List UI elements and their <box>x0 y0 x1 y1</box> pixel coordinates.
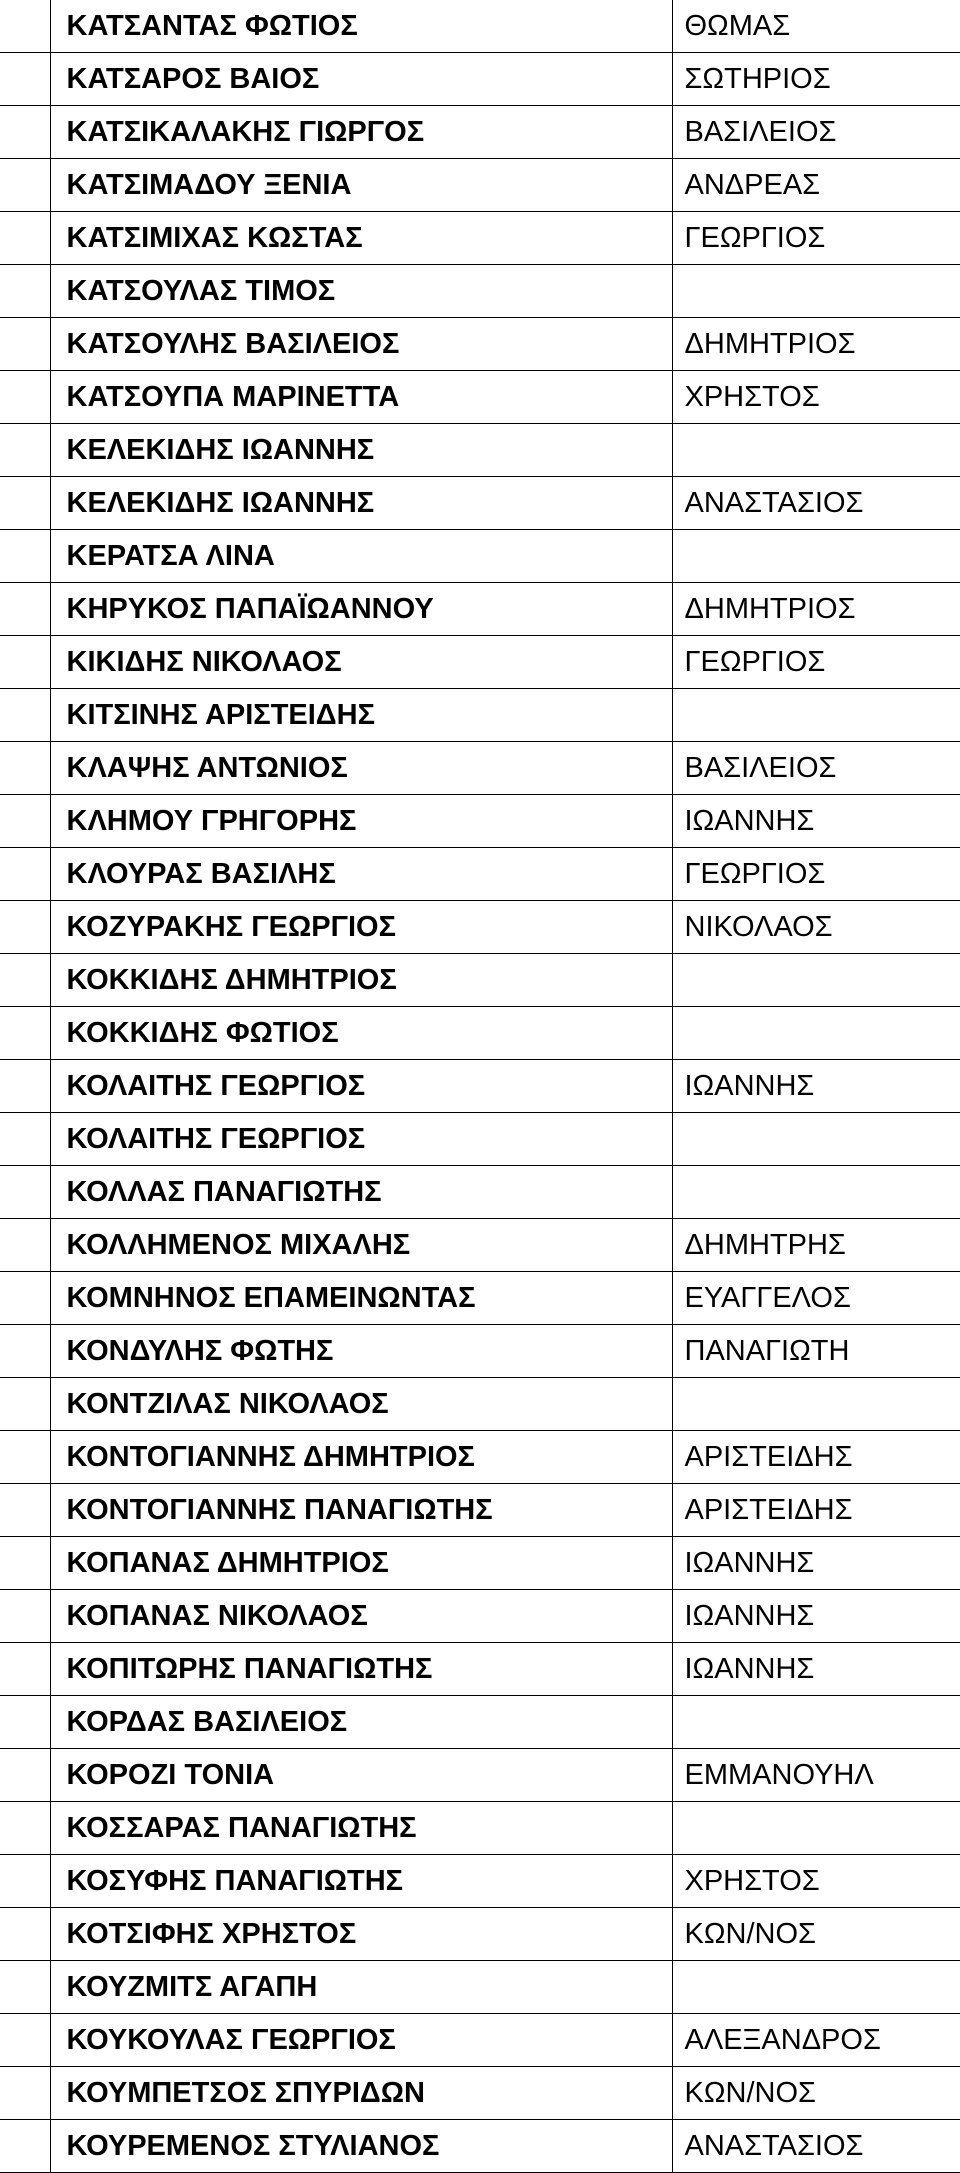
surname-name-cell: ΚΑΤΣΙΜΑΔΟΥ ΞΕΝΙΑ <box>50 159 672 212</box>
table-row <box>0 1378 960 1431</box>
row-index-cell <box>0 1908 50 1961</box>
surname-name-cell: ΚΟΛΛΗΜΕΝΟΣ ΜΙΧΑΛΗΣ <box>50 1219 672 1272</box>
table-row <box>0 795 960 848</box>
surname-name-cell: ΚΟΥΖΜΙΤΣ ΑΓΑΠΗ <box>50 1961 672 2014</box>
row-index-cell <box>0 265 50 318</box>
table-row <box>0 1537 960 1590</box>
surname-name-cell: ΚΟΛΑΙΤΗΣ ΓΕΩΡΓΙΟΣ <box>50 1060 672 1113</box>
surname-name-cell: ΚΑΤΣΑΡΟΣ ΒΑΙΟΣ <box>50 53 672 106</box>
surname-name-cell: ΚΑΤΣΙΜΙΧΑΣ ΚΩΣΤΑΣ <box>50 212 672 265</box>
father-name-cell <box>672 424 960 477</box>
row-index-cell <box>0 106 50 159</box>
father-name-cell <box>672 954 960 1007</box>
father-name-cell: ΔΗΜΗΤΡΙΟΣ <box>672 318 960 371</box>
row-index-cell <box>0 1166 50 1219</box>
father-name-cell <box>672 689 960 742</box>
surname-name-cell: ΚΟΡΟΖΙ ΤΟΝΙΑ <box>50 1749 672 1802</box>
table-row <box>0 1961 960 2014</box>
surname-name-cell: ΚΛΟΥΡΑΣ ΒΑΣΙΛΗΣ <box>50 848 672 901</box>
table-row <box>0 1219 960 1272</box>
father-name-cell <box>672 1378 960 1431</box>
surname-name-cell: ΚΗΡΥΚΟΣ ΠΑΠΑΪΩΑΝΝΟΥ <box>50 583 672 636</box>
row-index-cell <box>0 1060 50 1113</box>
father-name-cell: ΘΩΜΑΣ <box>672 0 960 53</box>
father-name-cell: ΑΝΔΡΕΑΣ <box>672 159 960 212</box>
row-index-cell <box>0 795 50 848</box>
table-row <box>0 848 960 901</box>
row-index-cell <box>0 1749 50 1802</box>
father-name-cell: ΒΑΣΙΛΕΙΟΣ <box>672 742 960 795</box>
row-index-cell <box>0 477 50 530</box>
father-name-cell: ΙΩΑΝΝΗΣ <box>672 1060 960 1113</box>
row-index-cell <box>0 954 50 1007</box>
surname-name-cell: ΚΑΤΣΟΥΛΑΣ ΤΙΜΟΣ <box>50 265 672 318</box>
table-row <box>0 1855 960 1908</box>
father-name-cell <box>672 530 960 583</box>
row-index-cell <box>0 0 50 53</box>
row-index-cell <box>0 1219 50 1272</box>
father-name-cell: ΑΝΑΣΤΑΣΙΟΣ <box>672 477 960 530</box>
row-index-cell <box>0 848 50 901</box>
surname-name-cell: ΚΟΡΔΑΣ ΒΑΣΙΛΕΙΟΣ <box>50 1696 672 1749</box>
father-name-cell <box>672 1113 960 1166</box>
surname-name-cell: ΚΟΣΥΦΗΣ ΠΑΝΑΓΙΩΤΗΣ <box>50 1855 672 1908</box>
table-row <box>0 159 960 212</box>
table-row <box>0 2067 960 2120</box>
father-name-cell: ΙΩΑΝΝΗΣ <box>672 1590 960 1643</box>
table-row <box>0 1325 960 1378</box>
surname-name-cell: ΚΟΤΣΙΦΗΣ ΧΡΗΣΤΟΣ <box>50 1908 672 1961</box>
surname-name-cell: ΚΟΠΑΝΑΣ ΝΙΚΟΛΑΟΣ <box>50 1590 672 1643</box>
row-index-cell <box>0 636 50 689</box>
surname-name-cell: ΚΑΤΣΙΚΑΛΑΚΗΣ ΓΙΩΡΓΟΣ <box>50 106 672 159</box>
table-row <box>0 1696 960 1749</box>
table-row <box>0 477 960 530</box>
surname-name-cell: ΚΟΝΔΥΛΗΣ ΦΩΤΗΣ <box>50 1325 672 1378</box>
father-name-cell <box>672 1802 960 1855</box>
father-name-cell: ΑΝΑΣΤΑΣΙΟΣ <box>672 2120 960 2173</box>
surname-name-cell: ΚΟΛΛΑΣ ΠΑΝΑΓΙΩΤΗΣ <box>50 1166 672 1219</box>
table-row <box>0 1166 960 1219</box>
table-row <box>0 1272 960 1325</box>
table-row <box>0 1749 960 1802</box>
father-name-cell <box>672 265 960 318</box>
father-name-cell: ΧΡΗΣΤΟΣ <box>672 371 960 424</box>
row-index-cell <box>0 901 50 954</box>
table-row <box>0 1590 960 1643</box>
father-name-cell: ΕΥΑΓΓΕΛΟΣ <box>672 1272 960 1325</box>
row-index-cell <box>0 1325 50 1378</box>
row-index-cell <box>0 1378 50 1431</box>
row-index-cell <box>0 1272 50 1325</box>
surname-name-cell: ΚΟΝΤΟΓΙΑΝΝΗΣ ΠΑΝΑΓΙΩΤΗΣ <box>50 1484 672 1537</box>
surname-name-cell: ΚΟΣΣΑΡΑΣ ΠΑΝΑΓΙΩΤΗΣ <box>50 1802 672 1855</box>
table-row <box>0 1113 960 1166</box>
surname-name-cell: ΚΙΚΙΔΗΣ ΝΙΚΟΛΑΟΣ <box>50 636 672 689</box>
surname-name-cell: ΚΑΤΣΟΥΛΗΣ ΒΑΣΙΛΕΙΟΣ <box>50 318 672 371</box>
father-name-cell: ΙΩΑΝΝΗΣ <box>672 795 960 848</box>
father-name-cell <box>672 1166 960 1219</box>
surname-name-cell: ΚΟΠΑΝΑΣ ΔΗΜΗΤΡΙΟΣ <box>50 1537 672 1590</box>
row-index-cell <box>0 1590 50 1643</box>
row-index-cell <box>0 159 50 212</box>
row-index-cell <box>0 1643 50 1696</box>
surname-name-cell: ΚΟΠΙΤΩΡΗΣ ΠΑΝΑΓΙΩΤΗΣ <box>50 1643 672 1696</box>
father-name-cell: ΣΩΤΗΡΙΟΣ <box>672 53 960 106</box>
father-name-cell: ΒΑΣΙΛΕΙΟΣ <box>672 106 960 159</box>
table-row <box>0 2120 960 2173</box>
surname-name-cell: ΚΕΛΕΚΙΔΗΣ ΙΩΑΝΝΗΣ <box>50 477 672 530</box>
surname-name-cell: ΚΟΥΡΕΜΕΝΟΣ ΣΤΥΛΙΑΝΟΣ <box>50 2120 672 2173</box>
table-row <box>0 1431 960 1484</box>
row-index-cell <box>0 53 50 106</box>
row-index-cell <box>0 1802 50 1855</box>
table-row <box>0 371 960 424</box>
table-row <box>0 1908 960 1961</box>
surname-name-cell: ΚΟΜΝΗΝΟΣ ΕΠΑΜΕΙΝΩΝΤΑΣ <box>50 1272 672 1325</box>
surname-name-cell: ΚΟΛΑΙΤΗΣ ΓΕΩΡΓΙΟΣ <box>50 1113 672 1166</box>
surname-name-cell: ΚΟΥΚΟΥΛΑΣ ΓΕΩΡΓΙΟΣ <box>50 2014 672 2067</box>
father-name-cell: ΔΗΜΗΤΡΗΣ <box>672 1219 960 1272</box>
father-name-cell: ΙΩΑΝΝΗΣ <box>672 1643 960 1696</box>
father-name-cell: ΓΕΩΡΓΙΟΣ <box>672 848 960 901</box>
row-index-cell <box>0 1537 50 1590</box>
surname-name-cell: ΚΕΡΑΤΣΑ ΛΙΝΑ <box>50 530 672 583</box>
father-name-cell <box>672 1696 960 1749</box>
table-row <box>0 583 960 636</box>
father-name-cell: ΔΗΜΗΤΡΙΟΣ <box>672 583 960 636</box>
row-index-cell <box>0 1484 50 1537</box>
table-row <box>0 636 960 689</box>
table-row <box>0 1643 960 1696</box>
row-index-cell <box>0 2120 50 2173</box>
father-name-cell: ΠΑΝΑΓΙΩΤΗ <box>672 1325 960 1378</box>
father-name-cell: ΚΩΝ/ΝΟΣ <box>672 1908 960 1961</box>
table-row <box>0 2014 960 2067</box>
row-index-cell <box>0 742 50 795</box>
table-row <box>0 1007 960 1060</box>
row-index-cell <box>0 371 50 424</box>
father-name-cell: ΚΩΝ/ΝΟΣ <box>672 2067 960 2120</box>
row-index-cell <box>0 583 50 636</box>
surname-name-cell: ΚΑΤΣΟΥΠΑ ΜΑΡΙΝΕΤΤΑ <box>50 371 672 424</box>
father-name-cell: ΕΜΜΑΝΟΥΗΛ <box>672 1749 960 1802</box>
table-row <box>0 212 960 265</box>
row-index-cell <box>0 530 50 583</box>
table-row <box>0 530 960 583</box>
father-name-cell <box>672 1961 960 2014</box>
row-index-cell <box>0 1961 50 2014</box>
row-index-cell <box>0 212 50 265</box>
surname-name-cell: ΚΟΖΥΡΑΚΗΣ ΓΕΩΡΓΙΟΣ <box>50 901 672 954</box>
row-index-cell <box>0 1113 50 1166</box>
table-row <box>0 1802 960 1855</box>
row-index-cell <box>0 1696 50 1749</box>
father-name-cell: ΓΕΩΡΓΙΟΣ <box>672 212 960 265</box>
row-index-cell <box>0 318 50 371</box>
table-row <box>0 901 960 954</box>
row-index-cell <box>0 689 50 742</box>
father-name-cell: ΑΡΙΣΤΕΙΔΗΣ <box>672 1431 960 1484</box>
table-row <box>0 689 960 742</box>
father-name-cell: ΧΡΗΣΤΟΣ <box>672 1855 960 1908</box>
table-row <box>0 424 960 477</box>
surname-name-cell: ΚΟΚΚΙΔΗΣ ΔΗΜΗΤΡΙΟΣ <box>50 954 672 1007</box>
surname-name-cell: ΚΕΛΕΚΙΔΗΣ ΙΩΑΝΝΗΣ <box>50 424 672 477</box>
table-row <box>0 0 960 53</box>
surname-name-cell: ΚΟΚΚΙΔΗΣ ΦΩΤΙΟΣ <box>50 1007 672 1060</box>
table-row <box>0 1484 960 1537</box>
surname-name-cell: ΚΟΝΤΖΙΛΑΣ ΝΙΚΟΛΑΟΣ <box>50 1378 672 1431</box>
surname-name-cell: ΚΟΝΤΟΓΙΑΝΝΗΣ ΔΗΜΗΤΡΙΟΣ <box>50 1431 672 1484</box>
surname-name-cell: ΚΑΤΣΑΝΤΑΣ ΦΩΤΙΟΣ <box>50 0 672 53</box>
row-index-cell <box>0 2014 50 2067</box>
table-row <box>0 1060 960 1113</box>
father-name-cell <box>672 1007 960 1060</box>
row-index-cell <box>0 1431 50 1484</box>
father-name-cell: ΓΕΩΡΓΙΟΣ <box>672 636 960 689</box>
row-index-cell <box>0 2067 50 2120</box>
father-name-cell: ΙΩΑΝΝΗΣ <box>672 1537 960 1590</box>
surname-name-cell: ΚΛΗΜΟΥ ΓΡΗΓΟΡΗΣ <box>50 795 672 848</box>
surname-name-cell: ΚΙΤΣΙΝΗΣ ΑΡΙΣΤΕΙΔΗΣ <box>50 689 672 742</box>
table-row <box>0 106 960 159</box>
father-name-cell: ΑΛΕΞΑΝΔΡΟΣ <box>672 2014 960 2067</box>
surname-name-cell: ΚΛΑΨΗΣ ΑΝΤΩΝΙΟΣ <box>50 742 672 795</box>
row-index-cell <box>0 424 50 477</box>
table-row <box>0 318 960 371</box>
table-row <box>0 954 960 1007</box>
father-name-cell: ΑΡΙΣΤΕΙΔΗΣ <box>672 1484 960 1537</box>
table-row <box>0 265 960 318</box>
surname-name-cell: ΚΟΥΜΠΕΤΣΟΣ ΣΠΥΡΙΔΩΝ <box>50 2067 672 2120</box>
father-name-cell: ΝΙΚΟΛΑΟΣ <box>672 901 960 954</box>
table-row <box>0 53 960 106</box>
row-index-cell <box>0 1855 50 1908</box>
table-row <box>0 742 960 795</box>
row-index-cell <box>0 1007 50 1060</box>
